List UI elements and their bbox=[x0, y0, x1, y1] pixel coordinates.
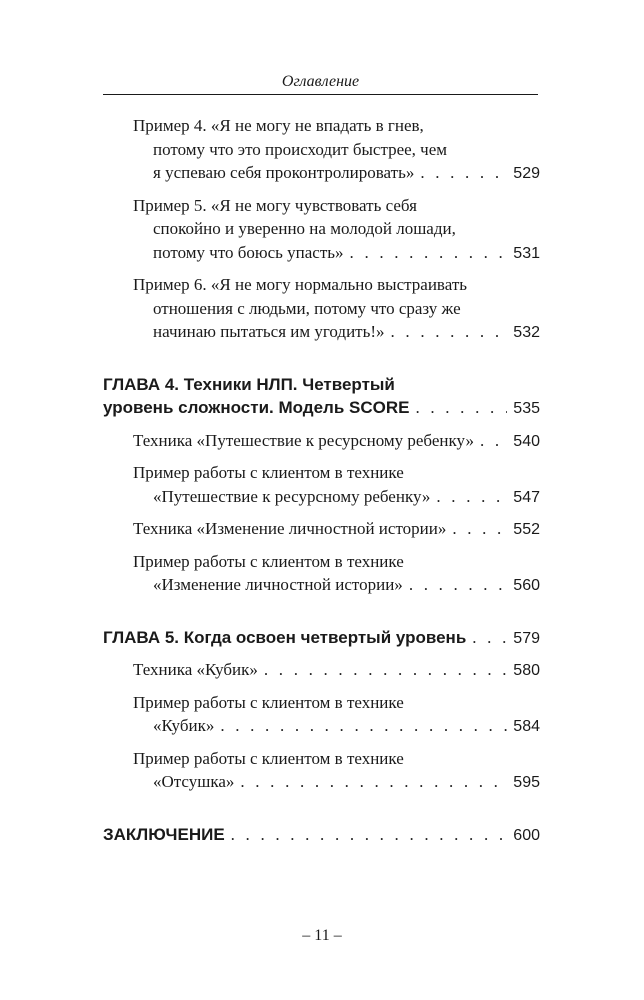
dot-leader bbox=[391, 320, 508, 344]
dot-leader bbox=[350, 241, 508, 265]
running-head: Оглавление bbox=[281, 73, 360, 90]
toc-chapter-title: ГЛАВА 5. Когда освоен четвертый уровень bbox=[103, 627, 467, 647]
page-number: 580 bbox=[513, 662, 540, 679]
toc-entry-example-resource-child[interactable] bbox=[103, 461, 540, 509]
toc-entry-technique-cube[interactable] bbox=[103, 658, 540, 683]
toc-entry-example-personal-history[interactable] bbox=[103, 550, 540, 598]
dot-leader bbox=[452, 517, 507, 541]
dot-leader bbox=[420, 161, 507, 185]
page-number: 552 bbox=[513, 521, 540, 538]
page-number: 540 bbox=[513, 432, 540, 450]
dot-leader bbox=[264, 658, 507, 682]
toc-entry-example-4[interactable] bbox=[103, 114, 540, 186]
dot-leader bbox=[409, 573, 507, 597]
toc-entry-text: «Путешествие к ресурсному ребенку» bbox=[153, 486, 431, 506]
toc-entry-text: Пример работы с клиентом в технике bbox=[133, 692, 404, 712]
toc-conclusion[interactable] bbox=[103, 823, 540, 848]
page-number: 532 bbox=[513, 324, 540, 341]
toc-entry-text: Техника «Кубик» bbox=[133, 660, 258, 679]
dot-leader bbox=[220, 714, 507, 738]
toc-entry-example-otsushka[interactable] bbox=[103, 747, 540, 795]
toc-entry-text: Пример работы с клиентом в технике bbox=[133, 748, 404, 768]
table-of-contents bbox=[103, 114, 540, 855]
toc-entry-text: Пример 6. «Я не могу нормально выстраивать bbox=[133, 275, 468, 294]
toc-entry-example-5[interactable] bbox=[103, 194, 540, 266]
page-number: 529 bbox=[513, 165, 540, 182]
page-number-footer: – 11 – bbox=[302, 927, 342, 944]
page-number: 531 bbox=[513, 244, 540, 262]
dot-leader bbox=[480, 429, 507, 453]
toc-entry-text: Техника «Изменение личностной истории» bbox=[133, 519, 447, 538]
toc-entry-example-cube[interactable] bbox=[103, 691, 540, 739]
dot-leader bbox=[436, 485, 507, 509]
toc-entry-text: Пример работы с клиентом в технике bbox=[133, 551, 404, 571]
toc-chapter-title: ГЛАВА 4. Техники НЛП. Четвертый bbox=[103, 374, 395, 394]
dot-leader bbox=[231, 823, 508, 847]
toc-chapter-title: уровень сложности. Модель SCORE bbox=[103, 398, 410, 417]
page-number: 579 bbox=[513, 629, 540, 647]
dot-leader bbox=[240, 770, 507, 794]
toc-chapter-4[interactable] bbox=[103, 373, 540, 421]
toc-entry-text: Пример 4. «Я не могу не впадать в гнев, bbox=[133, 116, 424, 135]
toc-entry-text: я успеваю себя проконтролировать» bbox=[153, 163, 415, 182]
toc-entry-text: отношения с людьми, потому что сразу же bbox=[153, 298, 461, 318]
toc-entry-text: «Изменение личностной истории» bbox=[153, 575, 403, 594]
toc-entry-technique-personal-history[interactable] bbox=[103, 517, 540, 542]
toc-chapter-5[interactable] bbox=[103, 626, 540, 651]
page-number: 595 bbox=[513, 774, 540, 791]
toc-entry-text: потому что это происходит быстрее, чем bbox=[153, 139, 448, 159]
page-number: 547 bbox=[513, 488, 540, 506]
toc-entry-text: потому что боюсь упасть» bbox=[153, 242, 344, 262]
page-number: 600 bbox=[513, 826, 540, 844]
toc-entry-text: Техника «Путешествие к ресурсному ребенку» bbox=[133, 430, 474, 450]
toc-entry-technique-resource-child[interactable] bbox=[103, 429, 540, 454]
toc-entry-text: Пример работы с клиентом в технике bbox=[133, 463, 404, 482]
dot-leader bbox=[472, 626, 507, 650]
page-number: 560 bbox=[513, 577, 540, 594]
toc-entry-example-6[interactable] bbox=[103, 273, 540, 345]
toc-entry-text: спокойно и уверенно на молодой лошади, bbox=[153, 219, 456, 238]
toc-entry-text: «Отсушка» bbox=[153, 772, 235, 791]
page-number: 584 bbox=[513, 718, 540, 735]
toc-entry-text: Пример 5. «Я не могу чувствовать себя bbox=[133, 195, 417, 215]
toc-chapter-title: ЗАКЛЮЧЕНИЕ bbox=[103, 824, 225, 844]
header-rule bbox=[103, 94, 538, 95]
dot-leader bbox=[415, 396, 507, 420]
toc-entry-text: начинаю пытаться им угодить!» bbox=[153, 322, 385, 341]
page-number: 535 bbox=[513, 400, 540, 417]
toc-entry-text: «Кубик» bbox=[153, 716, 215, 735]
